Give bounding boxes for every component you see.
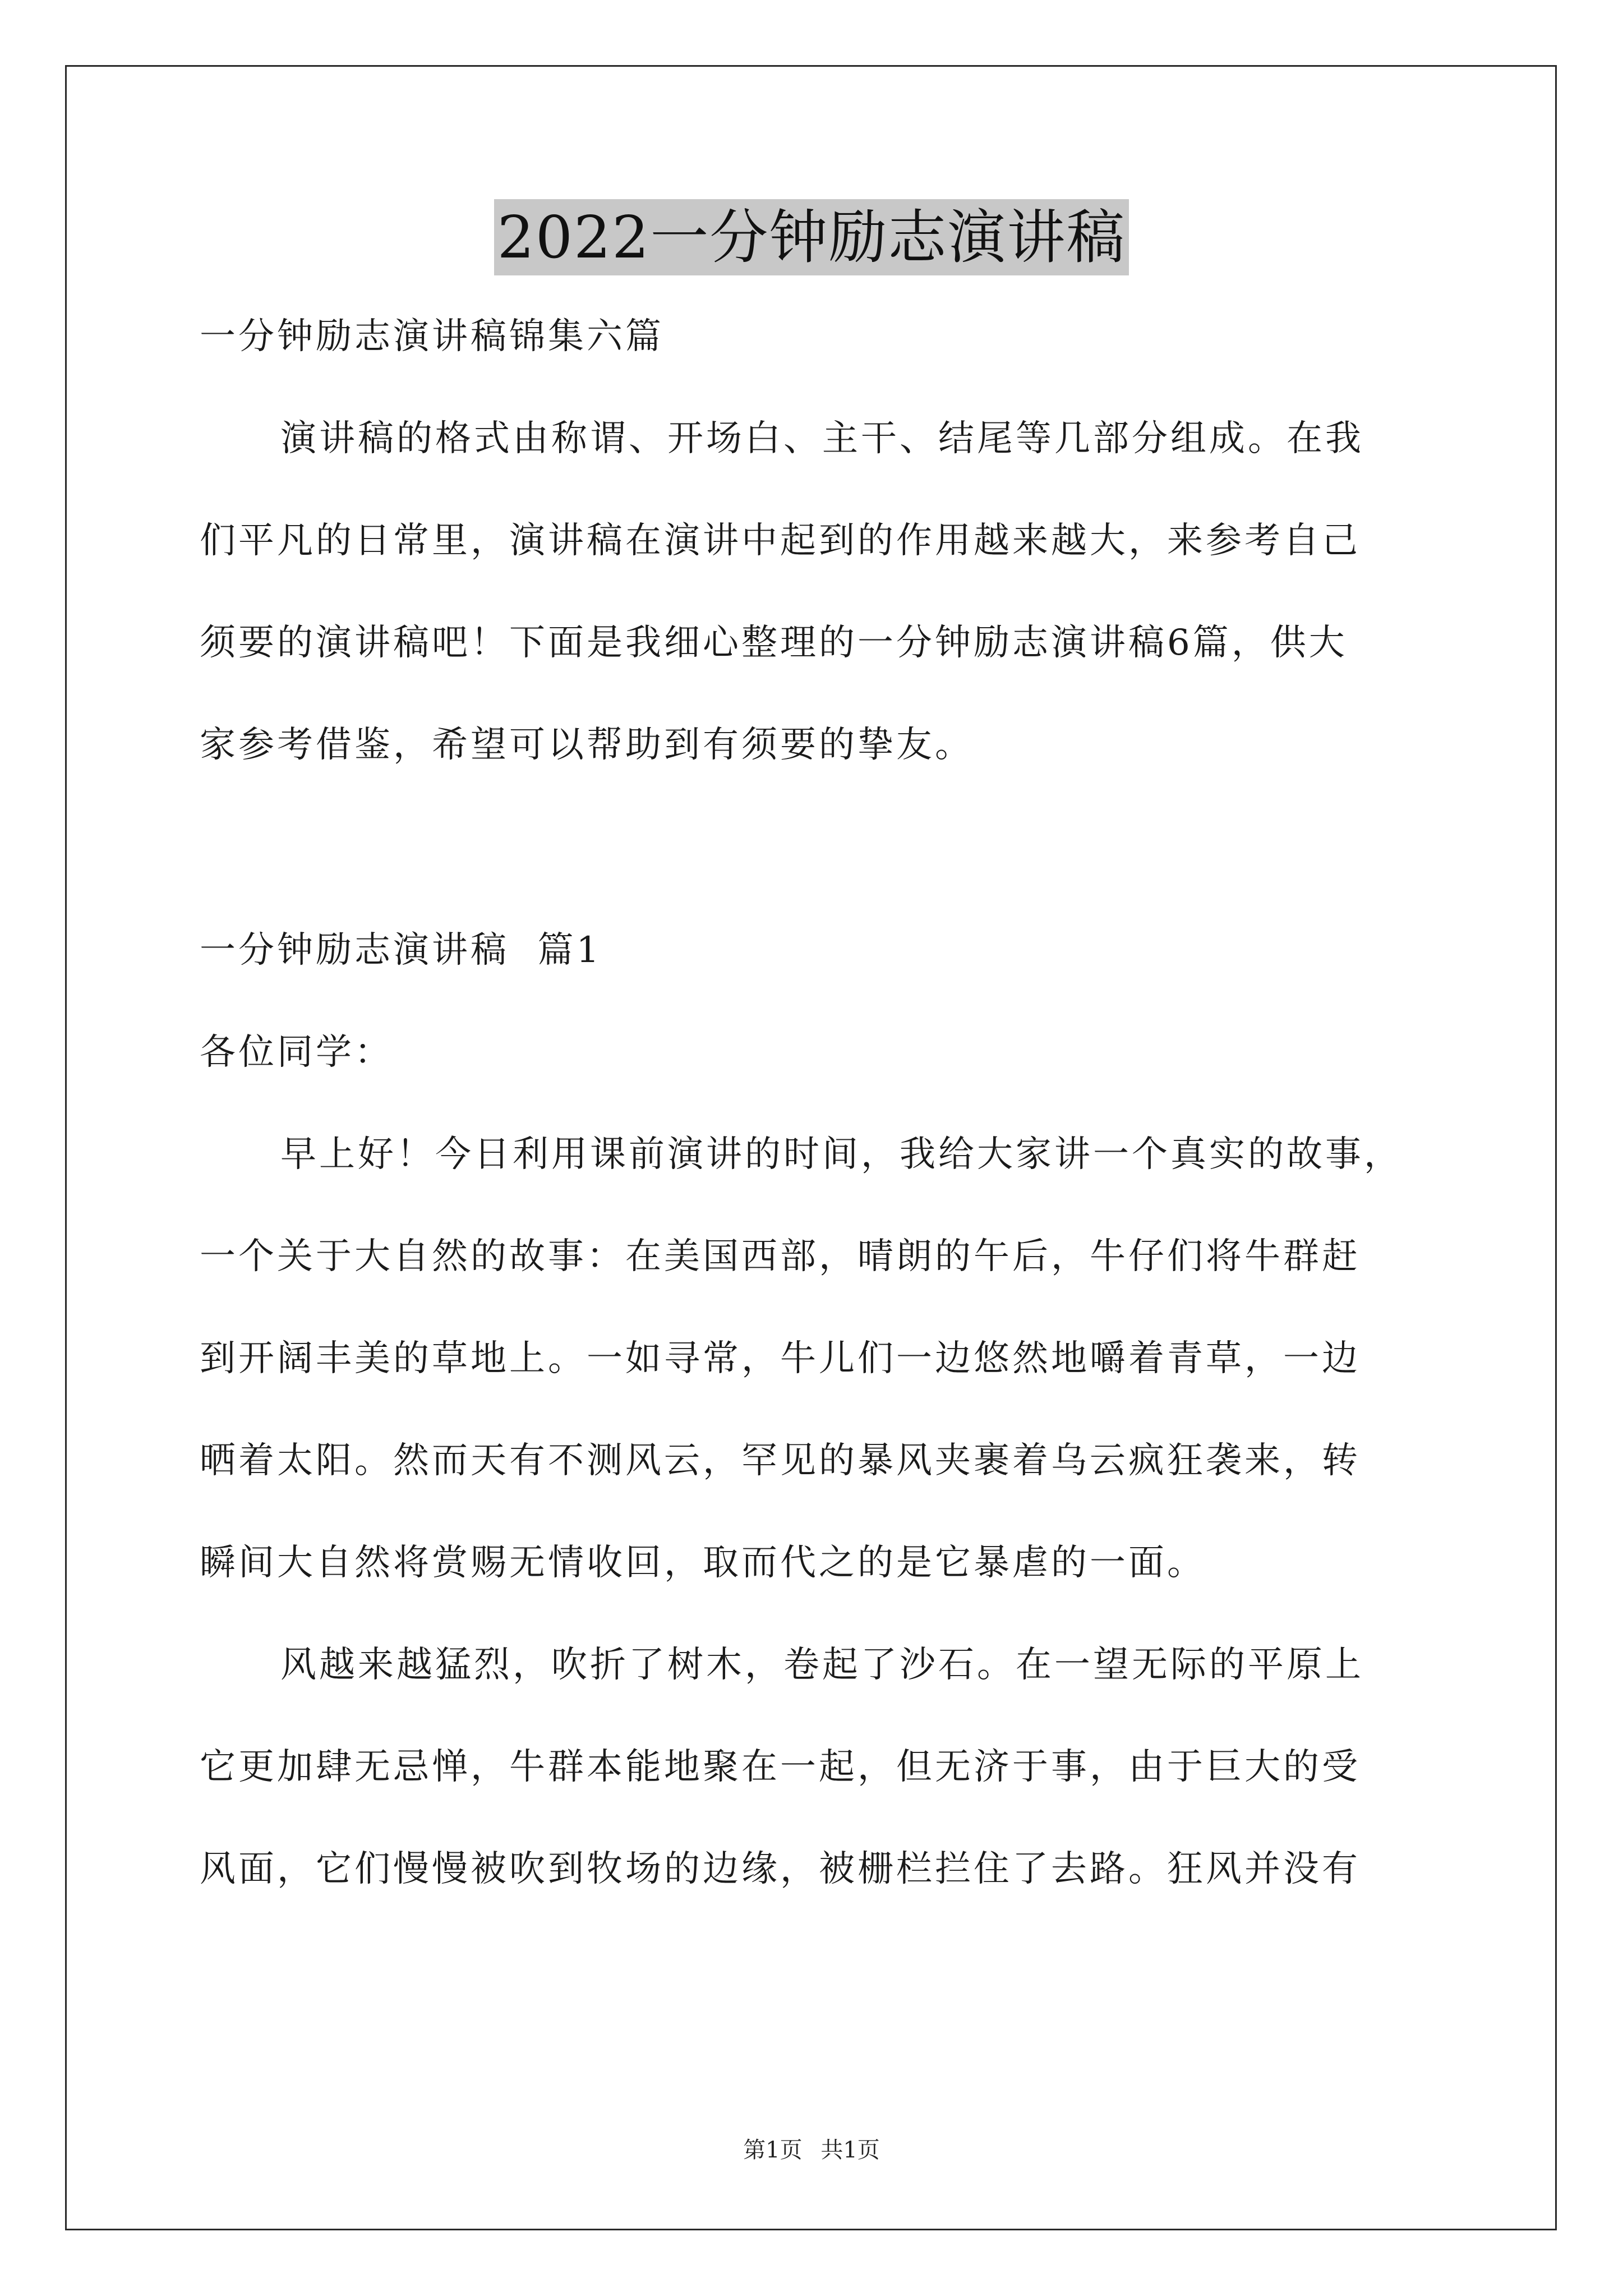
document-body <box>200 314 1433 1949</box>
page-total: 共1页 <box>820 2137 880 2163</box>
page-footer <box>0 2136 1623 2164</box>
intro-line: 须要的演讲稿吧！下面是我细心整理的一分钟励志演讲稿6篇，供大 <box>200 622 1348 664</box>
paragraph-line: 风面，它们慢慢被吹到牧场的边缘，被栅栏拦住了去路。狂风并没有 <box>200 1848 1361 1890</box>
paragraph-line: 一个关于大自然的故事：在美国西部，晴朗的午后，牛仔们将牛群赶 <box>200 1236 1361 1277</box>
salutation: 各位同学： <box>200 1032 393 1073</box>
paragraph-line: 到开阔丰美的草地上。一如寻常，牛儿们一边悠然地嚼着青草，一边 <box>200 1338 1361 1379</box>
paragraph-line: 风越来越猛烈，吹折了树木，卷起了沙石。在一望无际的平原上 <box>280 1644 1364 1686</box>
document-title: 2022一分钟励志演讲稿 <box>494 199 1129 275</box>
paragraph-line: 它更加肆无忌惮，牛群本能地聚在一起，但无济于事，由于巨大的受 <box>200 1746 1361 1788</box>
intro-line: 演讲稿的格式由称谓、开场白、主干、结尾等几部分组成。在我 <box>280 418 1364 459</box>
section-heading: 一分钟励志演讲稿 篇1 <box>200 930 602 971</box>
intro-line: 家参考借鉴，希望可以帮助到有须要的挚友。 <box>200 724 974 766</box>
subtitle: 一分钟励志演讲稿锦集六篇 <box>200 316 664 357</box>
paragraph-line: 晒着太阳。然而天有不测风云，罕见的暴风夹裹着乌云疯狂袭来，转 <box>200 1440 1361 1481</box>
title-container <box>0 199 1623 275</box>
section-spacer <box>200 825 1433 928</box>
paragraph-line: 早上好！今日利用课前演讲的时间，我给大家讲一个真实的故事， <box>280 1134 1403 1175</box>
intro-line: 们平凡的日常里，演讲稿在演讲中起到的作用越来越大，来参考自己 <box>200 520 1361 562</box>
paragraph-line: 瞬间大自然将赏赐无情收回，取而代之的是它暴虐的一面。 <box>200 1542 1206 1584</box>
page-number: 第1页 <box>743 2137 803 2163</box>
